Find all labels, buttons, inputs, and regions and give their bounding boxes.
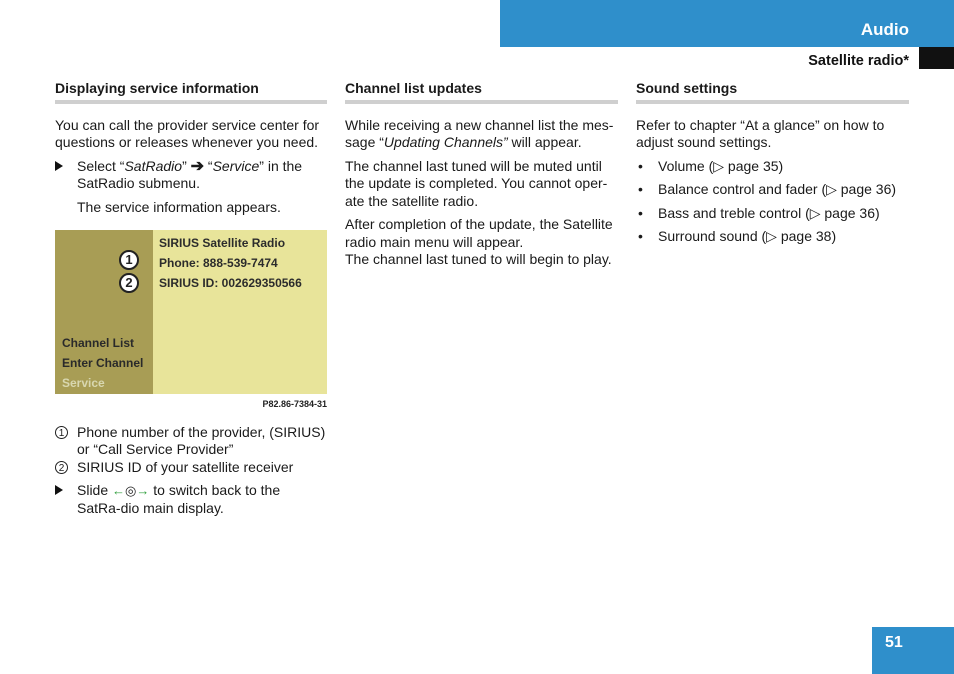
column-service-info (55, 80, 327, 523)
bullet-icon: • (638, 228, 643, 244)
instruction-step-2 (55, 482, 327, 517)
menu-term-satradio: SatRadio (124, 157, 183, 174)
link-text[interactable]: Surround sound (▷ page 38) (658, 228, 837, 244)
page-number: 51 (885, 634, 903, 651)
instruction-step (55, 158, 327, 193)
bullet-icon: • (638, 204, 643, 221)
text: ” (182, 157, 191, 174)
step-result: The service information appears. (77, 198, 281, 215)
step-triangle-icon (55, 485, 63, 495)
text: will appear. (507, 134, 582, 150)
link-text[interactable]: Bass and treble control (▷ page 36) (658, 204, 880, 221)
bullet-icon: • (638, 181, 643, 197)
bullet-icon: • (638, 157, 643, 174)
column-sound-settings (636, 80, 909, 252)
arrow-right-icon: → (136, 483, 150, 498)
intro-text: You can call the provider service center for questions or releases whenever you need. (55, 116, 320, 150)
link-text[interactable]: Balance control and fader (▷ page 36) (658, 181, 897, 197)
arrow-right-icon: ➔ (190, 157, 205, 175)
list-item (636, 205, 909, 223)
note-item-2 (55, 459, 327, 477)
display-line-title: SIRIUS Satellite Radio (159, 236, 286, 250)
controller-knob-icon: ◎ (125, 483, 137, 498)
text: ” in the SatRadio submenu. (77, 157, 303, 191)
paragraph: The channel last tuned to will begin to play. (345, 251, 612, 267)
note-text: Phone number of the provider, (SIRIUS) or “Call Service Provider” (77, 423, 326, 457)
list-item (636, 158, 909, 176)
display-menu-enter-channel: Enter Channel (62, 356, 144, 370)
text: Slide (77, 482, 113, 498)
display-line-phone: Phone: 888-539-7474 (159, 256, 278, 270)
intro-text: Refer to chapter “At a glance” on how to adjust sound settings. (636, 116, 885, 150)
section-title: Satellite radio* (808, 53, 909, 69)
menu-term-service: Service (212, 157, 260, 174)
link-text[interactable]: Volume (▷ page 35) (658, 157, 784, 174)
text: Select “ (77, 157, 125, 174)
display-line-id: SIRIUS ID: 002629350566 (159, 276, 302, 290)
number-circle-icon: 2 (55, 461, 68, 474)
section-tab-marker (919, 47, 954, 69)
note-item-1 (55, 424, 327, 459)
text: “ (204, 157, 213, 174)
text: to switch back to the SatRa-dio main display. (77, 482, 281, 516)
heading-sound-settings: Sound settings (636, 80, 909, 104)
note-text: SIRIUS ID of your satellite receiver (77, 458, 294, 475)
callout-badge-1: 1 (119, 250, 139, 270)
figure-reference: P82.86-7384-31 (262, 399, 327, 409)
column-channel-updates (345, 80, 618, 275)
callout-badge-2: 2 (119, 273, 139, 293)
chapter-title: Audio (860, 20, 909, 39)
arrow-left-icon: ← (112, 483, 126, 498)
list-item (636, 228, 909, 246)
paragraph: After completion of the update, the Satellite radio main menu will appear. (345, 216, 613, 250)
paragraph (345, 117, 618, 152)
display-menu-channel-list: Channel List (62, 336, 135, 350)
slide-controller-icon (112, 482, 149, 500)
heading-channel-updates: Channel list updates (345, 80, 618, 104)
display-figure (55, 230, 327, 394)
message-term: Updating Channels” (383, 134, 508, 150)
step-triangle-icon (55, 161, 63, 171)
display-menu-service: Service (62, 376, 105, 390)
text: While receiving a new channel list the mes-sage “ (345, 116, 614, 150)
list-item (636, 181, 909, 199)
number-circle-icon: 1 (55, 426, 68, 439)
paragraph: The channel last tuned will be muted until the update is completed. You cannot oper-ate the satellite radio. (345, 157, 608, 209)
heading-service-info: Displaying service information (55, 80, 327, 104)
